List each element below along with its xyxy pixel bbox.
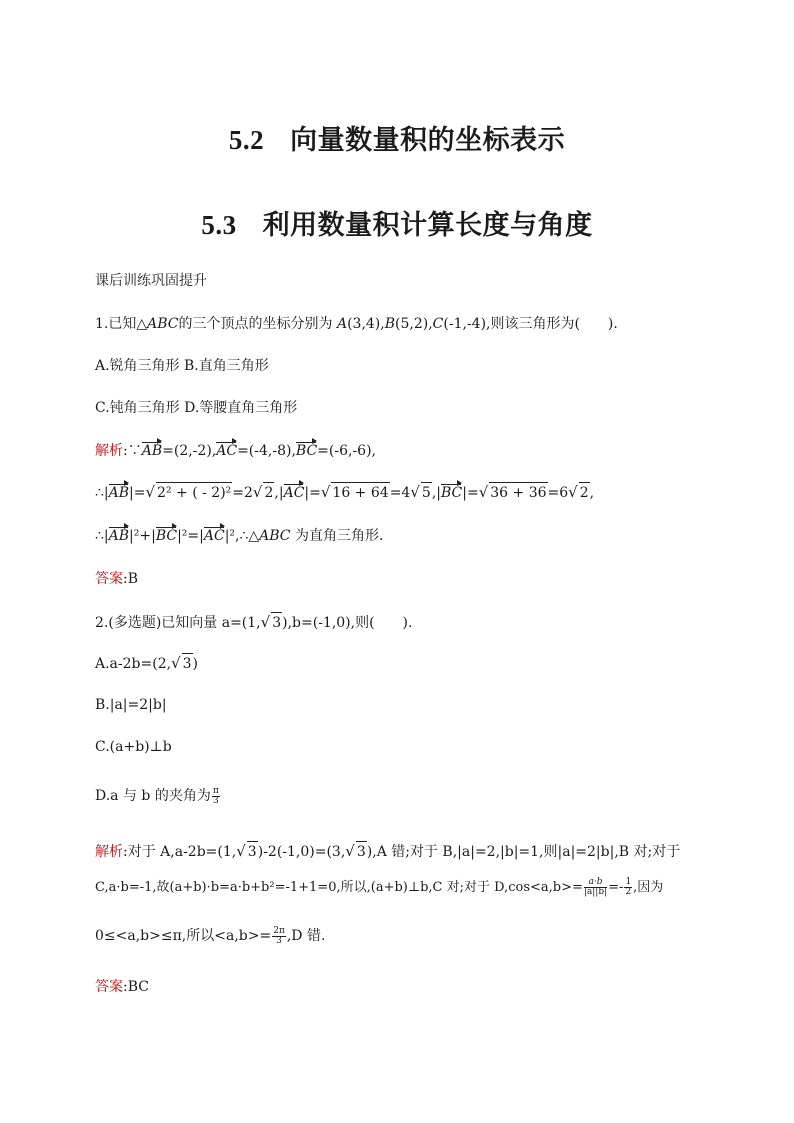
fraction: $\frac{a\cdot b}{|a||b|}$: [583, 877, 608, 897]
section-heading: 向量数量积的坐标表示: [290, 125, 566, 156]
section-number: 5.3: [201, 210, 237, 240]
q2-option-c: C.(a+b)⊥b: [95, 739, 172, 755]
q1-answer: 答案:B: [95, 571, 139, 587]
section-label: 课后训练巩固提升: [95, 273, 207, 289]
q2-option-a: A.a-2b=(2,√ 3): [95, 654, 199, 672]
vector-ab: AB: [141, 443, 163, 459]
q1-options-row-1: A.锐角三角形 B.直角三角形: [95, 358, 269, 374]
section-heading: 利用数量积计算长度与角度: [262, 210, 593, 241]
q1-solution-line-1: 解析:∵AB=(2,-2),AC=(-4,-8),BC=(-6,-6),: [95, 443, 377, 459]
fraction: $\frac{1}{2}$: [625, 877, 632, 897]
answer-label: 答案: [95, 979, 123, 995]
section-title-5-3: [0, 203, 794, 242]
q2-solution-line-2: C,a·b=-1,故(a+b)·b=a·b+b²=-1+1=0,所以,(a+b)⊥b,C 对;对于 D,cos<a,b>= $\frac{a\cdot b}{|a||b|}$ =- $\frac{1}{2}$ ,因为: [95, 877, 664, 897]
q1-stem: 1.已知△ABC的三个顶点的坐标分别为 A(3,4),B(5,2),C(-1,-4),则该三角形为( ).: [95, 316, 618, 332]
fraction: $\frac{2\pi}{3}$: [273, 925, 285, 946]
q2-solution-line-3: 0≤<a,b>≤π,所以<a,b>= $\frac{2\pi}{3}$ ,D 错.: [95, 925, 326, 946]
answer-label: 答案: [95, 571, 123, 587]
section-number: 5.2: [228, 125, 265, 155]
q2-solution-line-1: 解析:对于 A,a-2b=(1,√ 3)-2(-1,0)=(3,√ 3),A 错;对于 B,|a|=2,|b|=1,则|a|=2|b|,B 对;对于: [95, 842, 681, 860]
vector-ac: AC: [216, 443, 238, 459]
q1-solution-line-3: ∴|AB|²+|BC|²=|AC|²,∴△ABC 为直角三角形.: [95, 528, 384, 544]
q2-stem: 2.(多选题)已知向量 a=(1,√ 3),b=(-1,0),则( ).: [95, 613, 413, 631]
section-title-5-2: [0, 118, 794, 157]
fraction: $\frac{\pi}{3}$: [212, 785, 219, 806]
q2-option-d: D.a 与 b 的夹角为 $\frac{\pi}{3}$: [95, 785, 219, 806]
solution-label: 解析: [95, 844, 123, 860]
q1-options-row-2: C.钝角三角形 D.等腰直角三角形: [95, 400, 298, 416]
vector-bc: BC: [295, 443, 318, 459]
q2-option-b: B.|a|=2|b|: [95, 697, 167, 713]
q2-answer: 答案:BC: [95, 979, 149, 995]
q1-solution-line-2: ∴|AB|=√ 2² + ( - 2)²=2√ 2,|AC|=√ 16 + 64=4√ 5,|BC|=√ 36 + 36=6√ 2,: [95, 483, 595, 501]
solution-label: 解析: [95, 443, 123, 459]
